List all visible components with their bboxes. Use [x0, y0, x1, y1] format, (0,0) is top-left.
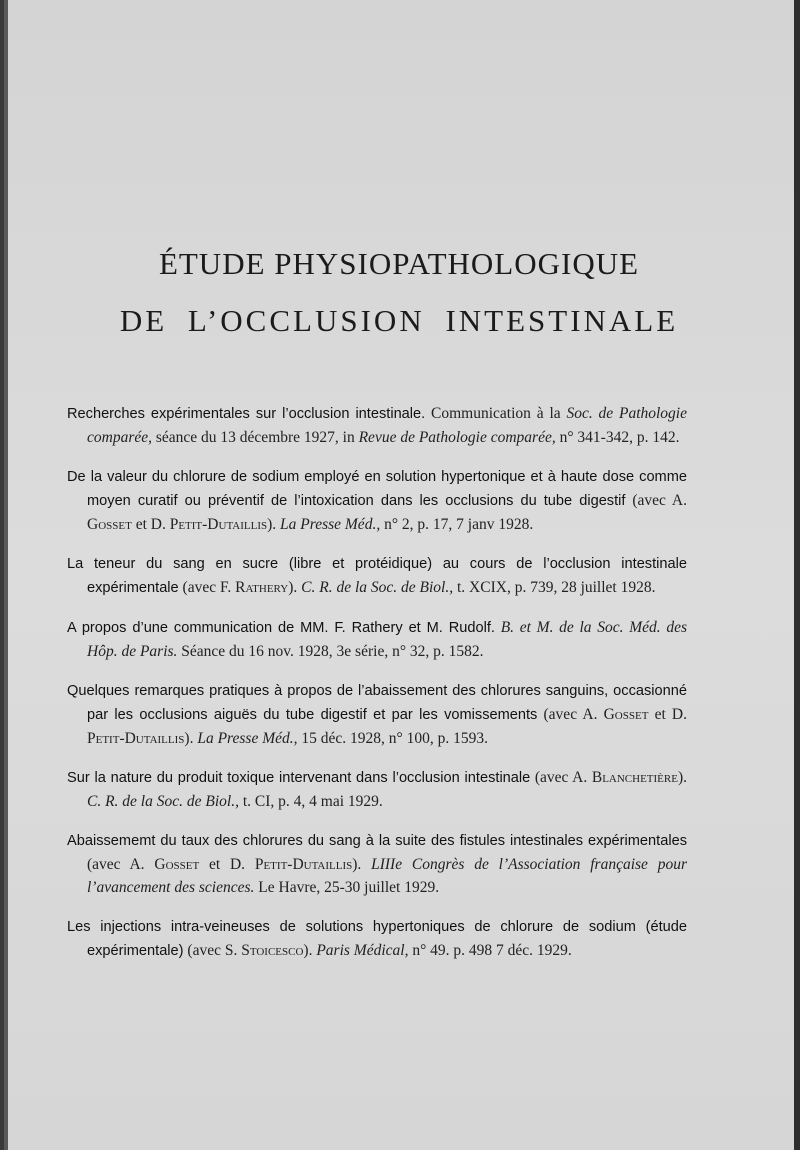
entry-journal: LIIIe Congrès de l’Association française pour l’avancement des sciences.	[87, 856, 687, 896]
bibliography-entry	[67, 465, 687, 536]
entry-title: A propos d’une communication de MM. F. Rathery et M. Rudolf.	[67, 620, 495, 636]
entry-title: Recherches expérimentales sur l’occlusion intestinale.	[67, 406, 426, 422]
bibliography-entry	[67, 829, 687, 899]
entry-reference: Séance du 16 nov. 1928, 3e série, n° 32, p. 1582.	[177, 643, 484, 660]
entry-text: et D.	[131, 516, 170, 533]
entry-text: (avec A.	[537, 706, 604, 723]
entry-author: Gosset	[87, 516, 132, 533]
entry-author: Gosset	[603, 706, 649, 723]
entry-author: Petit-Dutaillis	[87, 730, 185, 747]
entry-title: Les injections intra-veineuses de solutions hypertoniques de chlorure de sodium (étude expérimentale)	[67, 919, 687, 959]
entry-reference: t. XCIX, p. 739, 28 juillet 1928.	[453, 579, 656, 596]
entry-text: et D.	[648, 706, 687, 723]
scan-left-edge	[4, 0, 8, 1150]
entry-author: Petit-Dutaillis	[169, 516, 268, 533]
entry-reference: n° 49. p. 498 7 déc. 1929.	[408, 942, 572, 959]
bibliography-entry	[67, 402, 687, 449]
entry-text: (avec F.	[178, 579, 236, 596]
entry-title: Quelques remarques pratiques à propos de l’abaissement des chlorures sanguins, occasionné par les occlusions aiguës du tube digestif et par les vomissements	[67, 683, 687, 723]
entry-reference: t. CI, p. 4, 4 mai 1929.	[238, 793, 383, 810]
entry-title: Sur la nature du produit toxique intervenant dans l’occlusion intestinale	[67, 770, 531, 786]
entry-reference: n° 341-342, p. 142.	[555, 429, 680, 446]
entry-reference: Le Havre, 25-30 juillet 1929.	[254, 879, 440, 896]
entry-journal: Revue de Pathologie comparée,	[358, 429, 556, 446]
entry-text: (avec A.	[87, 856, 155, 873]
entry-text: ).	[677, 769, 688, 786]
scan-right-edge	[794, 0, 800, 1150]
entry-text: ).	[288, 579, 302, 596]
entry-reference: n° 2, p. 17, 7 janv 1928.	[380, 516, 534, 533]
entry-text: ).	[184, 730, 198, 747]
entry-title: De la valeur du chlorure de sodium employé en solution hypertonique et à haute dose comme moyen curatif ou préventif de l’intoxication dans les occlusions du tube digestif	[67, 469, 687, 509]
entry-journal: Paris Médical,	[316, 942, 409, 959]
bibliography-entry	[67, 616, 687, 663]
bibliography-list	[67, 402, 687, 979]
entry-text: séance du 13 décembre 1927, in	[152, 429, 359, 446]
entry-journal: C. R. de la Soc. de Biol.,	[301, 579, 454, 596]
bibliography-entry	[67, 766, 687, 813]
document-page	[4, 0, 794, 1150]
entry-title: La teneur du sang en sucre (libre et protéidique) au cours de l’occlusion intestinale expérimentale	[67, 556, 687, 596]
entry-text: (avec S.	[183, 942, 242, 959]
entry-author: Blanchetière	[591, 769, 678, 786]
entry-journal: C. R. de la Soc. de Biol.,	[87, 793, 239, 810]
bibliography-entry	[67, 679, 687, 750]
bibliography-entry	[67, 915, 687, 963]
entry-journal: B. et M. de la Soc. Méd. des Hôp. de Paris.	[87, 619, 688, 660]
entry-text: ).	[303, 942, 317, 959]
entry-author: Gosset	[154, 856, 200, 873]
entry-text: ).	[352, 856, 372, 873]
entry-text: Communication à la	[425, 405, 567, 422]
page-title-line-2: DE L’OCCLUSION INTESTINALE	[119, 303, 679, 338]
entry-journal: La Presse Méd.,	[280, 516, 381, 533]
page-title-line-1: ÉTUDE PHYSIOPATHOLOGIQUE	[158, 246, 640, 281]
entry-title: Abaissememt du taux des chlorures du sang à la suite des fistules intestinales expérimentales	[67, 833, 687, 849]
entry-author: Rathery	[235, 579, 289, 596]
entry-author: Stoicesco	[241, 942, 304, 959]
entry-text: (avec A.	[625, 492, 687, 509]
entry-text: (avec A.	[530, 769, 592, 786]
bibliography-entry	[67, 552, 687, 600]
entry-text: et D.	[199, 856, 255, 873]
entry-author: Petit-Dutaillis	[254, 856, 353, 873]
entry-text: ).	[267, 516, 281, 533]
entry-reference: 15 déc. 1928, n° 100, p. 1593.	[297, 730, 488, 747]
entry-journal: La Presse Méd.,	[197, 730, 298, 747]
entry-journal: Soc. de Pathologie comparée,	[87, 405, 687, 446]
